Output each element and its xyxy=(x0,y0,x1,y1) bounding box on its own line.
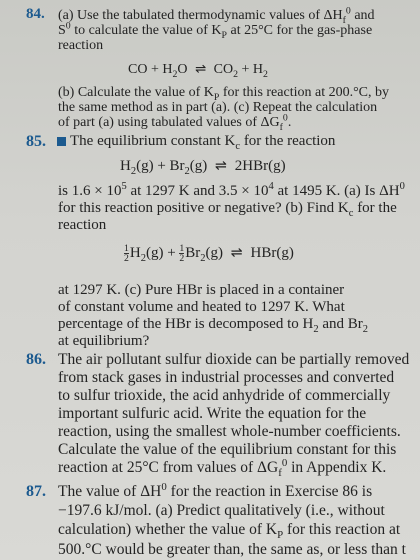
p85-line-2: is $1.6 \times 10^5$ at 1297 K and $3.5 \times 10^4$ at 1495 K. (a) Is $\Delta H^0$ xyxy=(58,181,405,199)
p86-line-2: from stack gases in industrial processes and converted xyxy=(58,369,395,386)
p85-line-8: at equilibrium? xyxy=(58,333,150,349)
problem-number-86: 86. xyxy=(26,351,46,368)
p87-line-4: 500.°C would be greater than, the same as, or less than t xyxy=(58,541,406,558)
p84-line-6: of part (a) using tabulated values of $\Delta G_f^0$. xyxy=(58,112,292,133)
p86-line-3: to sulfur trioxide, the acid anhydride of commercially xyxy=(58,387,391,404)
p85-line-5: at 1297 K. (c) Pure HBr is placed in a container xyxy=(58,282,345,298)
p86-line-1: The air pollutant sulfur dioxide can be partially removed xyxy=(58,351,410,368)
p84-equation: CO + $H_2O$ ⇌ $CO_2 + H_2$ xyxy=(128,62,268,80)
p87-line-1: The value of $\Delta H^0$ for the reaction in Exercise 86 is xyxy=(58,480,373,500)
p85-line-6: of constant volume and heated to 1297 K. What xyxy=(58,299,345,315)
p85-line-3: for this reaction positive or negative? (b) Find $K_c$ for the xyxy=(58,200,397,219)
p85-equation-2: $\frac{1}{2}$ $H_2(g)$ + $\frac{1}{2}$ $Br_2(g)$ ⇌ HBr(g) xyxy=(124,243,294,265)
p84-line-4: (b) Calculate the value of $K_P$ for this reaction at 200.°C, by xyxy=(58,85,390,103)
exercise-marker-icon xyxy=(57,137,66,146)
p85-equation-1: $H_2(g) + Br_2(g)$ ⇌ 2HBr(g) xyxy=(120,158,286,177)
p84-line-5: the same method as in part (a). (c) Repeat the calculation xyxy=(58,100,378,115)
p85-line-7: percentage of the HBr is decomposed to $H_2$ and $Br_2$ xyxy=(58,316,369,335)
p85-line-4: reaction xyxy=(58,217,107,233)
p85-line-1: The equilibrium constant $K_c$ for the reaction xyxy=(55,134,335,149)
p86-line-4: important sulfuric acid. Write the equation for the xyxy=(58,405,367,422)
p86-line-6: Calculate the value of the equilibrium constant for this xyxy=(58,441,397,458)
problem-number-87: 87. xyxy=(26,483,46,500)
p87-line-3: calculation) whether the value of $K_P$ for this reaction at xyxy=(58,521,401,542)
problem-number-85: 85. xyxy=(26,133,46,150)
p87-line-2: −197.6 kJ/mol. (a) Predict qualitatively (i.e., without xyxy=(58,502,385,519)
p86-line-5: reaction, using the smallest whole-number coefficients. xyxy=(58,423,401,440)
p86-line-7: reaction at 25°C from values of $\Delta G_f^0$ in Appendix K. xyxy=(58,456,387,480)
p84-line-2: $S^0$ to calculate the value of $K_P$ at 25°C for the gas-phase xyxy=(58,20,373,41)
p84-line-3: reaction xyxy=(58,38,104,53)
p84-line-1: (a) Use the tabulated thermodynamic values of $\Delta H_f^0$ and xyxy=(58,5,375,26)
problem-number-84: 84. xyxy=(26,6,45,22)
